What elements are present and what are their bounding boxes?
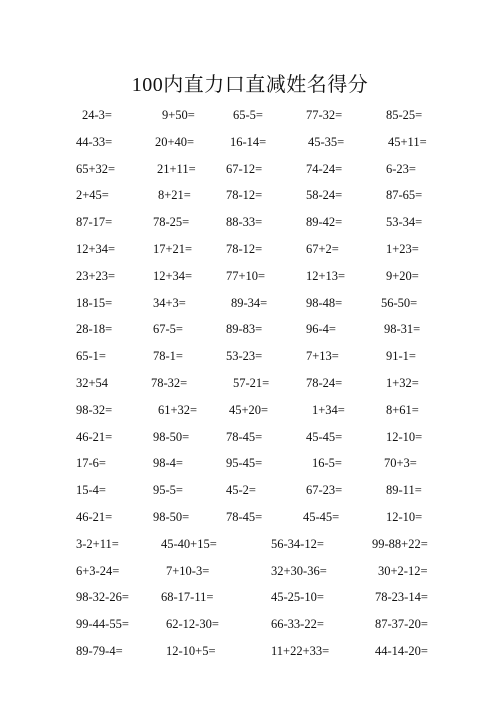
arithmetic-problem: 28-18= (76, 322, 113, 337)
arithmetic-problem: 77-32= (306, 108, 343, 122)
arithmetic-problem: 46-21= (76, 429, 113, 444)
arithmetic-problem: 65-1= (76, 349, 106, 364)
arithmetic-problem: 1+34= (312, 402, 345, 417)
arithmetic-problem: 62-12-30= (166, 617, 219, 632)
rows5-row (0, 106, 500, 124)
arithmetic-problem: 45-35= (308, 134, 345, 149)
arithmetic-problem: 98-50= (153, 510, 190, 524)
rows4-row (0, 535, 500, 553)
arithmetic-problem: 7+10-3= (166, 563, 210, 578)
arithmetic-problem: 12+34= (76, 242, 116, 256)
rows5-row (0, 508, 500, 526)
arithmetic-problem: 67-5= (153, 322, 183, 337)
arithmetic-problem: 67-23= (306, 483, 343, 498)
arithmetic-problem: 2+45= (76, 188, 109, 203)
rows4-row (0, 588, 500, 606)
arithmetic-problem: 78-12= (226, 188, 263, 203)
arithmetic-problem: 45+20= (229, 402, 269, 417)
arithmetic-problem: 78-32= (151, 376, 188, 390)
arithmetic-problem: 66-33-22= (271, 617, 324, 632)
rows5-row (0, 267, 500, 285)
arithmetic-problem: 95-5= (153, 483, 183, 498)
arithmetic-problem: 18-15= (76, 295, 113, 310)
arithmetic-problem: 3-2+11= (76, 536, 119, 551)
arithmetic-problem: 58-24= (306, 188, 343, 203)
arithmetic-problem: 99-44-55= (76, 617, 129, 632)
arithmetic-problem: 45-40+15= (161, 536, 217, 551)
arithmetic-problem: 57-21= (233, 376, 270, 390)
arithmetic-problem: 65-5= (233, 108, 263, 122)
rows4-row (0, 615, 500, 633)
arithmetic-problem: 98-4= (153, 456, 183, 471)
arithmetic-problem: 89-11= (386, 483, 422, 498)
rows5-row (0, 481, 500, 499)
arithmetic-problem: 85-25= (386, 108, 423, 122)
arithmetic-problem: 87-65= (386, 188, 423, 203)
arithmetic-problem: 96-4= (306, 322, 336, 337)
arithmetic-problem: 23+23= (76, 268, 116, 283)
arithmetic-problem: 78-45= (226, 510, 263, 524)
arithmetic-problem: 1+32= (386, 376, 419, 390)
arithmetic-problem: 67+2= (306, 242, 339, 256)
arithmetic-problem: 61+32= (158, 402, 198, 417)
arithmetic-problem: 45-45= (303, 510, 340, 524)
arithmetic-problem: 12-10= (386, 429, 423, 444)
arithmetic-problem: 8+21= (158, 188, 191, 203)
arithmetic-problem: 24-3= (82, 108, 112, 122)
rows5-row (0, 294, 500, 312)
arithmetic-problem: 70+3= (384, 456, 417, 471)
arithmetic-problem: 65+32= (76, 161, 116, 176)
arithmetic-problem: 21+11= (157, 161, 196, 176)
arithmetic-problem: 78-24= (306, 376, 343, 390)
arithmetic-problem: 98-32= (76, 402, 113, 417)
arithmetic-problem: 45-45= (306, 429, 343, 444)
arithmetic-problem: 12+13= (306, 268, 346, 283)
arithmetic-problem: 8+61= (386, 402, 419, 417)
arithmetic-problem: 53-34= (386, 215, 423, 230)
arithmetic-problem: 44-33= (76, 134, 113, 149)
arithmetic-problem: 32+30-36= (271, 563, 327, 578)
rows4-row (0, 642, 500, 660)
arithmetic-problem: 15-4= (76, 483, 106, 498)
arithmetic-problem: 11+22+33= (271, 644, 330, 658)
rows5-row (0, 401, 500, 419)
arithmetic-problem: 1+23= (386, 242, 419, 256)
arithmetic-problem: 44-14-20= (375, 644, 428, 658)
arithmetic-problem: 98-31= (384, 322, 421, 337)
arithmetic-problem: 78-25= (153, 215, 190, 230)
rows5-row (0, 160, 500, 178)
arithmetic-problem: 98-32-26= (76, 590, 129, 605)
rows5-row (0, 186, 500, 204)
arithmetic-problem: 6+3-24= (76, 563, 120, 578)
arithmetic-problem: 89-34= (231, 295, 268, 310)
page-title: 100内直力口直减姓名得分 (131, 74, 369, 96)
rows5-row (0, 320, 500, 338)
arithmetic-problem: 91-1= (386, 349, 416, 364)
arithmetic-problem: 7+13= (306, 349, 339, 364)
arithmetic-problem: 12+34= (153, 268, 193, 283)
arithmetic-problem: 9+50= (162, 108, 195, 122)
arithmetic-problem: 77+10= (226, 268, 266, 283)
arithmetic-problem: 12-10= (386, 510, 423, 524)
arithmetic-problem: 53-23= (226, 349, 263, 364)
arithmetic-problem: 17-6= (76, 456, 106, 471)
rows5-row (0, 240, 500, 258)
arithmetic-problem: 20+40= (155, 134, 195, 149)
arithmetic-problem: 16-5= (312, 456, 342, 471)
rows5-row (0, 454, 500, 472)
arithmetic-problem: 56-50= (381, 295, 418, 310)
arithmetic-problem: 32+54 (76, 376, 109, 390)
arithmetic-problem: 98-50= (153, 429, 190, 444)
arithmetic-problem: 78-23-14= (375, 590, 428, 605)
arithmetic-problem: 89-42= (306, 215, 343, 230)
rows5-row (0, 347, 500, 365)
arithmetic-problem: 45-25-10= (271, 590, 324, 605)
arithmetic-problem: 95-45= (226, 456, 263, 471)
arithmetic-problem: 16-14= (230, 134, 267, 149)
rows4-row (0, 562, 500, 580)
arithmetic-problem: 88-33= (226, 215, 263, 230)
rows5-row (0, 133, 500, 151)
arithmetic-problem: 45-2= (226, 483, 256, 498)
arithmetic-problem: 56-34-12= (271, 536, 324, 551)
rows5-row (0, 428, 500, 446)
arithmetic-problem: 67-12= (226, 161, 263, 176)
arithmetic-problem: 6-23= (386, 161, 416, 176)
arithmetic-problem: 12-10+5= (166, 644, 216, 658)
arithmetic-problem: 34+3= (153, 295, 186, 310)
arithmetic-problem: 89-83= (226, 322, 263, 337)
arithmetic-problem: 9+20= (386, 268, 419, 283)
arithmetic-problem: 68-17-11= (161, 590, 214, 605)
rows5-row (0, 213, 500, 231)
arithmetic-problem: 74-24= (306, 161, 343, 176)
arithmetic-problem: 46-21= (76, 510, 113, 524)
arithmetic-problem: 87-17= (76, 215, 113, 230)
arithmetic-problem: 78-12= (226, 242, 263, 256)
arithmetic-problem: 89-79-4= (76, 644, 123, 658)
rows5-row (0, 374, 500, 392)
arithmetic-problem: 87-37-20= (375, 617, 428, 632)
arithmetic-problem: 45+11= (388, 134, 427, 149)
arithmetic-problem: 30+2-12= (378, 563, 428, 578)
arithmetic-problem: 78-1= (153, 349, 183, 364)
arithmetic-problem: 98-48= (306, 295, 343, 310)
arithmetic-problem: 78-45= (226, 429, 263, 444)
arithmetic-problem: 17+21= (153, 242, 193, 256)
arithmetic-problem: 99-88+22= (372, 536, 428, 551)
